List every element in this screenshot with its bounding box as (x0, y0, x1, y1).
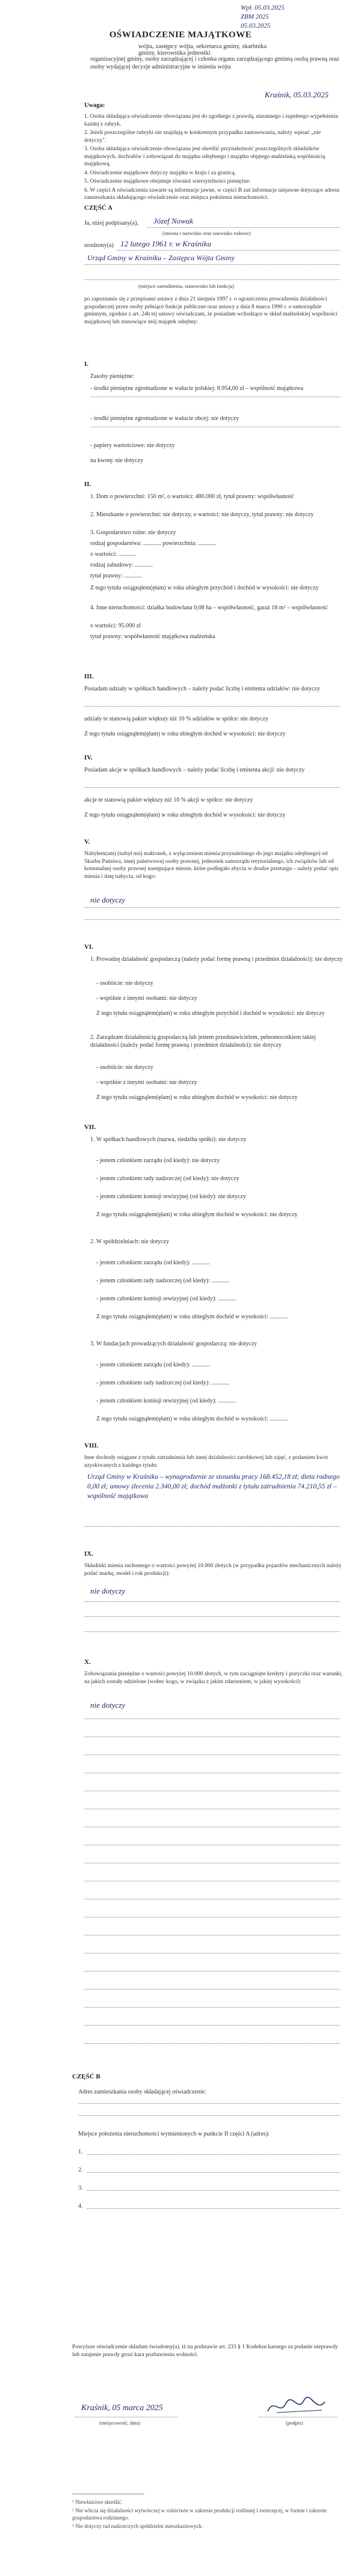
section-v-value: nie dotyczy (90, 895, 126, 904)
section-vii-line: - jestem członkiem rady nadzorczej (od kiedy): ............ (96, 1380, 230, 1386)
declarant-name: Józef Nowak (153, 216, 194, 225)
section-vii-line: Z tego tytułu osiągnąłem(ęłam) w roku ubiegłym dochód w wysokości: ............ (96, 1416, 288, 1422)
page-title: OŚWIADCZENIE MAJĄTKOWE (109, 30, 252, 40)
section-iv-line: akcje te stanowią pakiet większy niż 10 % akcji w spółce: nie dotyczy (84, 797, 253, 803)
section-vii-num: VII. (84, 1124, 96, 1131)
part-b-heading: CZĘŚĆ B (72, 2073, 100, 2080)
part-a-heading: CZĘŚĆ A (84, 204, 113, 212)
section-vii-line: - jestem członkiem komisji rewizyjnej (od kiedy): ............ (96, 1398, 236, 1404)
section-iii-line: udziały te stanowią pakiet większy niż 10 % udziałów w spółce: nie dotyczy (84, 716, 269, 722)
notes-list (84, 113, 343, 203)
section-iv-line: Z tego tytułu osiągnąłem(ęłam) w roku ubiegłym dochód w wysokości: nie dotyczy (84, 812, 286, 818)
section-ii-line: rodzaj zabudowy: ............ (90, 562, 153, 568)
section-v-num: V. (84, 838, 90, 845)
section-vi-line: Z tego tytułu osiągnąłem(ęłam) w roku ubiegłym dochód w wysokości: nie dotyczy (96, 1094, 298, 1101)
section-vi-line: Z tego tytułu osiągnąłem(ęłam) w roku ubiegłym przychód i dochód w wysokości: nie dotyczy (96, 1010, 325, 1017)
section-ix-rule (84, 1616, 340, 1617)
section-iv-num: IV. (84, 754, 93, 761)
section-i-line: - środki pieniężne zgromadzone w walucie obcej: nie dotyczy (90, 415, 239, 422)
handwritten-signature (265, 2395, 331, 2419)
section-i-label: Zasoby pieniężne: (90, 373, 135, 380)
section-vi-line: - osobiście: nie dotyczy (96, 980, 153, 987)
section-vii-line: - jestem członkiem zarządu (od kiedy): ............ (96, 1259, 210, 1266)
signature-caption: (podpis) (286, 2420, 303, 2426)
section-x-rule (84, 2043, 340, 2044)
declarant-caption: (imiona i nazwisko oraz nazwisko rodowe) (162, 230, 251, 236)
section-iii-rule (84, 706, 340, 707)
section-vii-line: - jestem członkiem komisji rewizyjnej (od kiedy): nie dotyczy (96, 1193, 246, 1200)
section-viii-value: Urząd Gminy w Kraśniku – wynagrodzenie ze stosunku pracy 168.452,18 zł; dieta radnego 0,00 zł; umowy zlecenia 2.340,00 zł; dochód małżonki z tytułu zatrudnienia 74.210,55 zł – wspólność majątkowa (87, 1473, 340, 1500)
part-b-rule (87, 2190, 340, 2191)
section-vii-line: 3. W fundacjach prowadzących działalność gospodarczą: nie dotyczy (90, 1341, 258, 1347)
part-b-rule (78, 2115, 340, 2116)
part-b-rule (87, 2154, 340, 2155)
section-i-num: I. (84, 361, 89, 368)
stamp-line-3: 05.03.2025 (241, 22, 271, 29)
section-viii-label: Inne dochody osiągane z tytułu zatrudnienia lub innej działalności zarobkowej lub zajęć, z podaniem kwot uzyskiwanych z każdego tytułu: (84, 1455, 328, 1469)
section-ix-rule (84, 1601, 340, 1602)
part-b-item: 1. (78, 2149, 83, 2155)
section-ii-line: tytuł prawny: współwłasność majątkowa małżeńska (90, 633, 215, 640)
section-i-line: na kwotę: nie dotyczy (90, 457, 144, 464)
section-vi-line: - wspólnie z innymi osobami: nie dotyczy (96, 995, 197, 1002)
stamp-line-2: ZBM 2025 (241, 13, 269, 20)
page-subtitle: wójta, zastępcy wójta, sekretarza gminy, skarbnika gminy, kierownika jednostki (138, 43, 267, 56)
section-vii-line: Z tego tytułu osiągnąłem(ęłam) w roku ubiegłym dochód w wysokości: nie dotyczy (96, 1211, 298, 1218)
note-item: 3. Osoba składająca oświadczenie obowiązana jest określić przynależność poszczególnych składników majątkowych, dochodów i zobowiązań do majątku odrębnego i majątku objętego małżeńską wspólnością majątkową. (84, 146, 326, 167)
section-i-line: - środki pieniężne zgromadzone w walucie polskiej: 8.954,00 zł – wspólność majątkowa (90, 385, 304, 392)
section-v-rule (84, 919, 340, 920)
part-b-item: 3. (78, 2185, 83, 2191)
note-item: 6. W części A oświadczenia zawarte są informacje jawne, w części B zaś informacje niejawne dotyczące adresu zamieszkania składającego oświadczenie oraz miejsca położenia nieruchomości. (84, 187, 340, 201)
section-vi-line: - osobiście: nie dotyczy (96, 1064, 153, 1071)
born-rule (117, 250, 340, 251)
section-ii-line: 1. Dom o powierzchni: 150 m², o wartości: 480.000 zł, tytuł prawny: współwłasność (90, 493, 294, 500)
section-ix-num: IX. (84, 1550, 93, 1557)
section-ii-line: Z tego tytułu osiągnąłem(ęłam) w roku ubiegłym przychód i dochód w wysokości: nie dotyczy (90, 585, 319, 591)
note-item: 1. Osoba składająca oświadczenie obowiązana jest do zgodnego z prawdą, starannego i zupełnego wypełnienia każdej z rubryk. (84, 114, 338, 127)
section-vii-line: 2. W spółdzielniach: nie dotyczy (90, 1238, 169, 1245)
section-vii-line: - jestem członkiem zarządu (od kiedy): ............ (96, 1362, 210, 1368)
section-vii-line: - jestem członkiem rady nadzorczej (od kiedy): nie dotyczy (96, 1175, 239, 1182)
section-iii-line: Z tego tytułu osiągnąłem(ęłam) w roku ubiegłym dochód w wysokości: nie dotyczy (84, 731, 286, 737)
section-ix-label: Składniki mienia ruchomego o wartości powyżej 10.000 złotych (w przypadku pojazdów mechanicznych należy podać markę, model i rok produkcji): (84, 1563, 342, 1577)
section-x-value: nie dotyczy (90, 1701, 126, 1710)
section-ii-line: o wartości: 95.000 zł (90, 623, 141, 629)
section-ix-rule (84, 1631, 340, 1632)
section-ii-line: rodzaj gospodarstwa: ............ powierzchnia: ............ (90, 540, 217, 547)
section-iii-num: III. (84, 673, 94, 680)
born-value: 12 lutego 1961 r. w Kraśniku (120, 239, 211, 248)
section-vi-line: 2. Zarządzam działalnością gospodarczą lub jestem przedstawicielem, pełnomocnikiem takiej działalności (należy podać formę prawną i przedmiot działalności): nie dotyczy (90, 1034, 316, 1049)
note-item: 4. Oświadczenie majątkowe dotyczy majątku w kraju i za granicą. (84, 169, 236, 176)
section-x-rule (84, 2007, 340, 2008)
note-item: 5. Oświadczenie majątkowe obejmuje również wierzytelności pieniężne. (84, 178, 251, 184)
employer-rule-2 (84, 279, 340, 280)
section-x-num: X. (84, 1658, 91, 1666)
section-iv-line: Posiadam akcje w spółkach handlowych – należy podać liczbę i emitenta akcji: nie dotyczy (84, 767, 305, 773)
part-b-item: 2. (78, 2167, 83, 2173)
section-vi-line: 1. Prowadzę działalność gospodarczą (należy podać formę prawną i przedmiot działalności): nie dotyczy (90, 956, 343, 963)
part-b-rule (78, 2103, 340, 2104)
section-vii-line: Z tego tytułu osiągnąłem(ęłam) w roku ubiegłym dochód w wysokości: ............ (96, 1314, 288, 1320)
section-vii-line: - jestem członkiem komisji rewizyjnej (od kiedy): ............ (96, 1296, 236, 1302)
stamp-line-1: Wpł. 05.03.2025 (241, 4, 285, 11)
section-iii-line: Posiadam udziały w spółkach handlowych – należy podać liczbę i emitenta udziałów: nie dotyczy (84, 686, 320, 692)
notes-heading: Uwaga: (84, 102, 105, 109)
section-ii-line: 2. Mieszkanie o powierzchni: nie dotyczy, o wartości: nie dotyczy, tytuł prawny: nie dotyczy (90, 511, 314, 518)
section-vii-line: - jestem członkiem rady nadzorczej (od kiedy): ............ (96, 1277, 230, 1284)
employer-rule (84, 264, 340, 265)
section-ii-line: tytuł prawny: ............ (90, 573, 143, 579)
section-ii-line: 4. Inne nieruchomości: działka budowlana 0,08 ha – współwłasność, garaż 18 m² – współwłasność (90, 604, 329, 611)
section-ii-num: II. (84, 481, 91, 488)
part-b-location-label: Miejsce położenia nieruchomości wymienionych w punkcie II części A (adres): (78, 2131, 270, 2137)
section-x-label: Zobowiązania pieniężne o wartości powyżej 10.000 złotych, w tym zaciągnięte kredyty i pożyczki oraz warunki, na jakich zostały udzielone (wobec kogo, w związku z jakim zdarzeniem, w jakiej wysokości): (84, 1671, 343, 1685)
part-b-rule (87, 2208, 340, 2209)
section-vii-line: - jestem członkiem zarządu (od kiedy): nie dotyczy (96, 1157, 220, 1164)
declarant-label: Ja, niżej podpisany(a), (84, 220, 138, 227)
closing-place-date: Kraśnik, 05 marca 2025 (81, 2404, 163, 2413)
part-b-address-label: Adres zamieszkania osoby składającej oświadczenie: (78, 2089, 206, 2095)
born-label: urodzony(a) (84, 242, 114, 249)
section-v-rule (84, 907, 340, 908)
section-vi-num: VI. (84, 943, 93, 951)
closing-statement: Powyższe oświadczenie składam świadomy(a), iż na podstawie art. 233 § 1 Kodeksu karnego za podanie nieprawdy lub zatajenie prawdy grozi kara pozbawienia wolności. (72, 2344, 338, 2358)
header-place-date: Kraśnik, 05.03.2025 (265, 90, 329, 99)
section-iv-rule (84, 787, 340, 788)
section-x-rule (84, 1971, 340, 1972)
registry-stamp (241, 4, 349, 31)
section-ii-line: o wartości: ............ (90, 551, 137, 558)
declarant-rule (147, 227, 340, 228)
part-b-rule (87, 2172, 340, 2173)
footnote-3: ³ Nie dotyczy rad nadzorczych spółdzielni mieszkaniowych. (72, 2523, 203, 2529)
note-item: 2. Jeżeli poszczególne rubryki nie znajdują w konkretnym przypadku zastosowania, należy wpisać „nie dotyczy". (84, 130, 321, 144)
section-viii-rule (84, 1526, 340, 1527)
section-x-rule (84, 1989, 340, 1990)
section-ix-value: nie dotyczy (90, 1586, 126, 1595)
section-vi-line: - wspólnie z innymi osobami: nie dotyczy (96, 1079, 197, 1086)
section-i-line: - papiery wartościowe: nie dotyczy (90, 442, 175, 449)
intro-text: organizacyjnej gminy, osoby zarządzającej i członka organu zarządzającego gminną osobą prawną oraz osoby wydającej decyzje administracyjne w imieniu wójta (90, 56, 339, 70)
legal-text: po zapoznaniu się z przepisami ustawy z dnia 21 sierpnia 1997 r. o ograniczeniu prowadzenia działalności gospodarczej przez osoby pełniące funkcje publiczne oraz ustawy z dnia 8 marca 1990 r. o samorządzie gminnym, zgodnie z art. 24h tej ustawy oświadczam, że posiadam wchodzące w skład małżeńskiej wspólności majątkowej lub stanowiące mój majątek odrębny: (84, 296, 338, 325)
employer-caption: (miejsce zatrudnienia, stanowisko lub funkcja) (138, 283, 234, 289)
employer-value: Urząd Gminy w Kraśniku – Zastępca Wójta Gminy (87, 254, 235, 262)
section-vii-line: 1. W spółkach handlowych (nazwa, siedziba spółki): nie dotyczy (90, 1136, 247, 1143)
section-v-text: Nabyłem(am) (nabył mój małżonek, z wyłączeniem mienia przynależnego do jego majątku odrębnego) od Skarbu Państwa, innej państwowej osoby prawnej, jednostek samorządu terytorialnego, ich związków lub od komunalnej osoby prawnej następujące mienie, które podlegało zbyciu w drodze przetargu – należy podać opis mienia i datę nabycia, od kogo: (84, 851, 339, 880)
section-viii-num: VIII. (84, 1442, 99, 1449)
closing-place-caption: (miejscowość, data) (99, 2420, 140, 2426)
footnote-2: ² Nie wlicza się działalności wytwórczej w rolnictwie w zakresie produkcji roślinnej i zwierzęcej, w formie i zakresie gospodarstwa rodzinnego. (72, 2507, 327, 2521)
footnote-1: ¹ Niewłaściwe skreślić. (72, 2499, 123, 2505)
section-ii-line: 3. Gospodarstwo rolne: nie dotyczy (90, 529, 176, 536)
part-b-item: 4. (78, 2203, 83, 2209)
section-x-rule (84, 2025, 340, 2026)
